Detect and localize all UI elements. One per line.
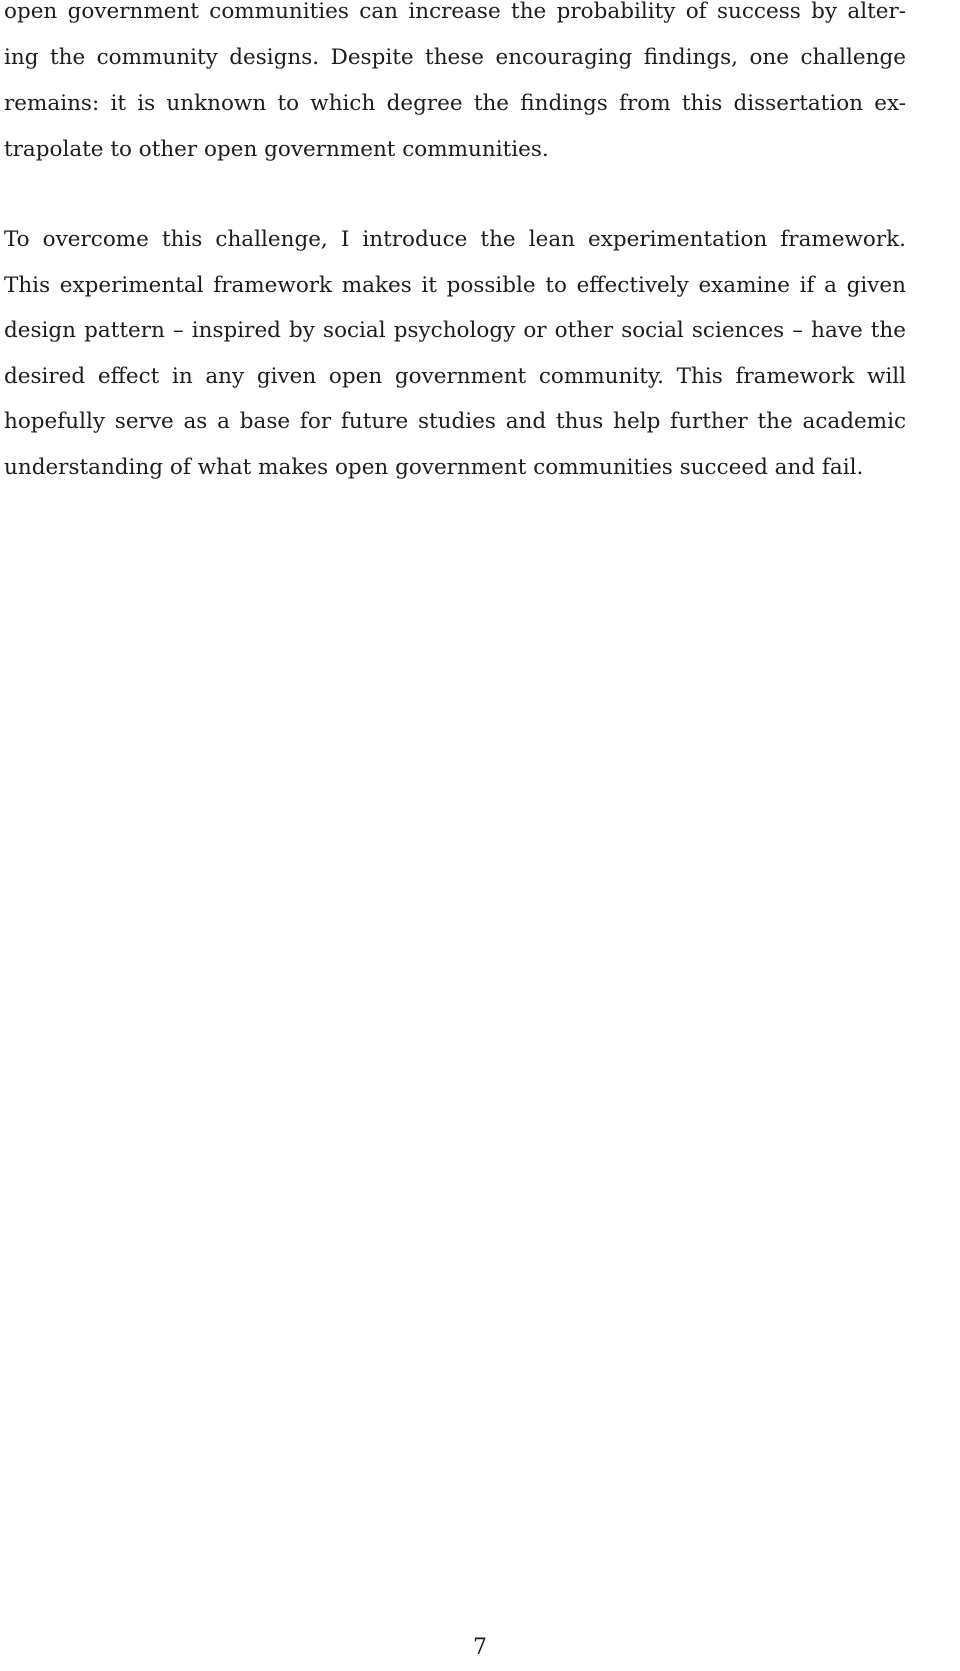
paragraph-line: understanding of what makes open government communities succeed and fail. — [4, 455, 864, 480]
paragraph-line: open government communities can increase the probability of success by alter- — [4, 0, 906, 24]
paragraph-line: design pattern – inspired by social psychology or other social sciences – have the — [4, 318, 906, 343]
paragraph-line: trapolate to other open government communities. — [4, 137, 549, 162]
paragraph-line: To overcome this challenge, I introduce the lean experimentation framework. — [4, 227, 906, 252]
paragraph-line: This experimental framework makes it possible to effectively examine if a given — [4, 273, 906, 298]
paragraph-line: remains: it is unknown to which degree the findings from this dissertation ex- — [4, 91, 906, 116]
paragraph-line: desired effect in any given open government community. This framework will — [4, 364, 906, 389]
paragraph-line: ing the community designs. Despite these encouraging findings, one challenge — [4, 45, 906, 70]
paragraph-line: hopefully serve as a base for future studies and thus help further the academic — [4, 409, 906, 434]
page-number: 7 — [473, 1635, 487, 1660]
